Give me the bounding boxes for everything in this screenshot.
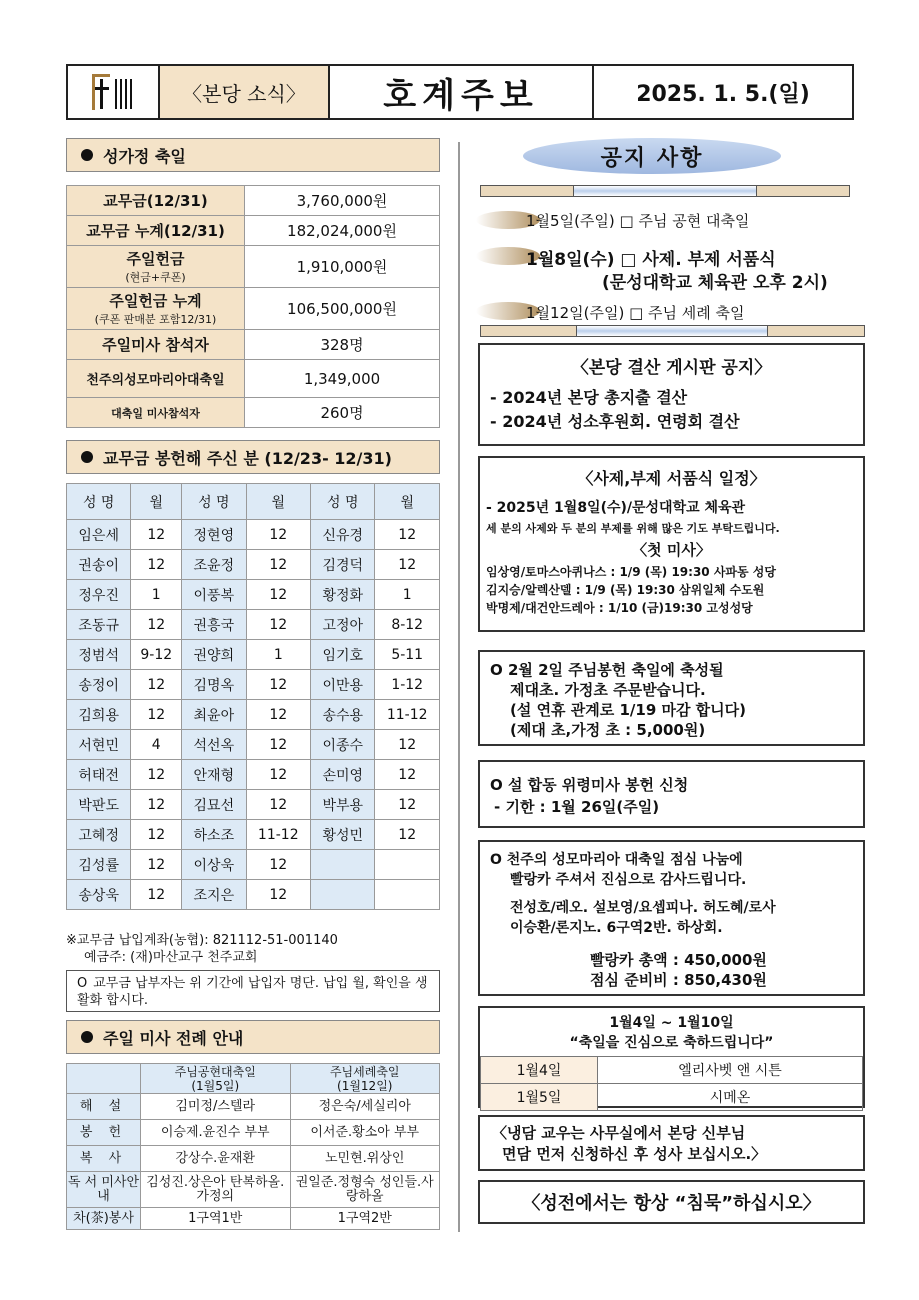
notice-title: 공지 사항: [523, 138, 781, 174]
donor-name: 최윤아: [182, 700, 246, 730]
donor-month: 12: [131, 700, 182, 730]
donor-name: 김경덕: [311, 550, 375, 580]
donor-name: 하소조: [182, 820, 246, 850]
donor-name: 권양희: [182, 640, 246, 670]
donor-month: 12: [131, 820, 182, 850]
donor-month: 12: [375, 520, 440, 550]
ordination-box: 〈사제,부제 서품식 일정〉 - 2025년 1월8일(수)/문성대학교 체육관 세 분의 사제와 두 분의 부제를 위해 많은 기도 부탁드립니다. 〈첫 미사〉 임상영/토마스아퀴나스 : 1/9 (목) 19:30 사파동 성당 김지승/알렉산델 : 1/9 (목) 19:30 삼위일체 수도원 박명제/대건안드레아 : 1/10 (금)19:30 고성성당: [478, 456, 865, 632]
donor-month: 1: [131, 580, 182, 610]
donor-name: 고혜정: [67, 820, 131, 850]
donor-name: 송정이: [67, 670, 131, 700]
donor-name: 김성률: [67, 850, 131, 880]
circle-bullet-icon: O: [77, 976, 88, 991]
donor-month: 12: [375, 730, 440, 760]
donor-month: 12: [131, 850, 182, 880]
table-row: [67, 760, 440, 790]
donor-month: 1-12: [375, 670, 440, 700]
donor-name: 박판도: [67, 790, 131, 820]
table-row: 주일헌금 누계 (쿠폰 판매분 포함12/31) 106,500,000원: [67, 288, 440, 330]
table-row: [67, 880, 440, 910]
donor-name: 조지은: [182, 880, 246, 910]
donor-name: 황성민: [311, 820, 375, 850]
bullet-icon: [81, 1031, 93, 1043]
table-row: [67, 610, 440, 640]
donor-month: 12: [375, 790, 440, 820]
donor-month: 12: [246, 610, 311, 640]
table-row: 독 서 미사안내 김성진.상은아 탄복하올.가정의 권일준.정형숙 성인들.사랑하올: [67, 1172, 440, 1208]
donor-name: 서현민: [67, 730, 131, 760]
donor-month: 11-12: [246, 820, 311, 850]
table-row: 교무금(12/31) 3,760,000원: [67, 186, 440, 216]
donor-month: 12: [375, 760, 440, 790]
donor-note: O 교무금 납부자는 위 기간에 납입자 명단. 납입 월, 확인을 생활화 합시다.: [66, 970, 440, 1012]
donor-month: 12: [246, 730, 311, 760]
schedule-item-detail: (문성대학교 체육관 오후 2시): [602, 273, 828, 293]
table-row: 1월5일 시메온: [481, 1084, 863, 1111]
table-row: 교무금 누계(12/31) 182,024,000원: [67, 216, 440, 246]
donor-name: 권흥국: [182, 610, 246, 640]
donor-name: 정현영: [182, 520, 246, 550]
liturgy-heading: 주일 미사 전례 안내: [66, 1020, 440, 1054]
donor-name: 김묘선: [182, 790, 246, 820]
table-row: 천주의성모마리아대축일 1,349,000: [67, 360, 440, 398]
donor-month: 12: [375, 820, 440, 850]
candle-order-box: O 2월 2일 주님봉헌 축일에 축성될 제대초. 가정초 주문받습니다. (설 연휴 관계로 1/19 마감 합니다) (제대 초,가정 초 : 5,000원): [478, 650, 865, 746]
holy-family-heading: 성가정 축일: [66, 138, 440, 172]
feast-day-table: [480, 1056, 863, 1111]
bulletin-title: 호계주보: [330, 66, 594, 118]
table-row: [67, 700, 440, 730]
silence-box: 〈성전에서는 항상 “침묵”하십시오〉: [478, 1180, 865, 1224]
donor-name: 임기호: [311, 640, 375, 670]
column-divider: [458, 142, 460, 1232]
donor-name: 이만용: [311, 670, 375, 700]
donor-name: 안재형: [182, 760, 246, 790]
donor-month: [375, 880, 440, 910]
donors-table: [66, 483, 440, 910]
decorative-bar: [480, 185, 850, 197]
finance-table: [66, 185, 440, 428]
table-header-row: 성 명 월 성 명 월 성 명 월: [67, 484, 440, 520]
donor-name: 허태전: [67, 760, 131, 790]
donor-month: 5-11: [375, 640, 440, 670]
table-row: [67, 520, 440, 550]
donor-month: 12: [246, 580, 311, 610]
lunch-thanks-box: O 천주의 성모마리아 대축일 점심 나눔에 빨랑카 주셔서 진심으로 감사드립니다. 전성호/레오. 설보영/요셉피나. 허도혜/로사 이승환/론지노. 6구역2반. 하상회. 빨랑카 총액 : 450,000원 점심 준비비 : 850,430원: [478, 840, 865, 996]
table-header-row: 주님공현대축일 (1월5일) 주님세례축일 (1월12일): [67, 1064, 440, 1094]
counseling-box: 〈냉담 교우는 사무실에서 본당 신부님 면담 먼저 신청하신 후 성사 보십시오.〉: [478, 1115, 865, 1171]
table-row: 봉 헌 이승제.윤진수 부부 이서준.황소아 부부: [67, 1120, 440, 1146]
donor-name: 고정아: [311, 610, 375, 640]
donor-month: 12: [246, 790, 311, 820]
donor-name: 이풍복: [182, 580, 246, 610]
table-row: 차(茶)봉사 1구역1반 1구역2반: [67, 1208, 440, 1230]
parish-logo-icon: [68, 66, 160, 118]
schedule-item: 1월12일(주일) □ 주님 세례 축일: [526, 304, 745, 322]
donor-month: 12: [246, 760, 311, 790]
donor-month: 12: [246, 550, 311, 580]
table-row: [67, 790, 440, 820]
donor-month: 12: [131, 550, 182, 580]
donor-name: 김희용: [67, 700, 131, 730]
donor-month: 4: [131, 730, 182, 760]
table-row: 대축일 미사참석자 260명: [67, 398, 440, 428]
table-row: 주일미사 참석자 328명: [67, 330, 440, 360]
donor-month: 11-12: [375, 700, 440, 730]
donor-name: 정우진: [67, 580, 131, 610]
donor-name: 임은세: [67, 520, 131, 550]
table-row: 1월4일 엘리사벳 앤 시튼: [481, 1057, 863, 1084]
donor-name: 권송이: [67, 550, 131, 580]
table-row: [67, 550, 440, 580]
donor-month: 12: [131, 610, 182, 640]
donor-name: 황정화: [311, 580, 375, 610]
donor-month: 12: [375, 550, 440, 580]
table-row: 해 설 김미정/스텔라 정은숙/세실리아: [67, 1094, 440, 1120]
table-row: [67, 640, 440, 670]
memorial-mass-box: O 설 합동 위령미사 봉헌 신청 - 기한 : 1월 26일(주일): [478, 760, 865, 828]
donor-month: 12: [246, 850, 311, 880]
donor-month: 12: [131, 790, 182, 820]
donor-name: [311, 850, 375, 880]
schedule-item: 1월5일(주일) □ 주님 공현 대축일: [526, 212, 750, 230]
donor-month: 12: [131, 880, 182, 910]
donor-month: 9-12: [131, 640, 182, 670]
donor-month: 12: [246, 880, 311, 910]
decorative-bar: [480, 325, 865, 337]
feast-day-box: 1월4일 ~ 1월10일 “축일을 진심으로 축하드립니다” 1월4일 엘리사벳 앤 시튼 1월5일 시메온: [478, 1006, 865, 1108]
table-row: [67, 730, 440, 760]
settlement-notice-box: 〈본당 결산 게시판 공지〉 - 2024년 본당 총지출 결산 - 2024년 성소후원회. 연령회 결산: [478, 343, 865, 446]
donor-name: 정범석: [67, 640, 131, 670]
bullet-icon: [81, 149, 93, 161]
donor-month: 1: [246, 640, 311, 670]
donor-name: 조동규: [67, 610, 131, 640]
bulletin-header: [66, 64, 854, 120]
donor-name: 송상욱: [67, 880, 131, 910]
donor-name: 손미영: [311, 760, 375, 790]
donor-name: 이상욱: [182, 850, 246, 880]
donor-name: 송수용: [311, 700, 375, 730]
section-label: 〈본당 소식〉: [160, 66, 330, 118]
donors-heading: 교무금 봉헌해 주신 분 (12/23- 12/31): [66, 440, 440, 474]
donor-month: 12: [131, 670, 182, 700]
table-row: [67, 580, 440, 610]
donor-month: 12: [131, 760, 182, 790]
donor-month: 12: [246, 670, 311, 700]
donor-name: 김명옥: [182, 670, 246, 700]
table-row: [67, 820, 440, 850]
table-row: [67, 670, 440, 700]
donor-name: 박부용: [311, 790, 375, 820]
bullet-icon: [81, 451, 93, 463]
donor-name: 조윤정: [182, 550, 246, 580]
account-info: ※교무금 납입계좌(농협): 821112-51-001140 예금주: (재)마산교구 천주교회: [66, 933, 338, 965]
table-row: 복 사 강상수.윤재환 노민현.위상인: [67, 1146, 440, 1172]
donor-name: 석선옥: [182, 730, 246, 760]
donor-month: 12: [246, 520, 311, 550]
liturgy-table: [66, 1063, 440, 1230]
table-row: 주일헌금 (현금+쿠폰) 1,910,000원: [67, 246, 440, 288]
donor-month: 1: [375, 580, 440, 610]
bulletin-date: 2025. 1. 5.(일): [636, 81, 810, 107]
donor-name: 신유경: [311, 520, 375, 550]
donor-month: 12: [131, 520, 182, 550]
donor-name: [311, 880, 375, 910]
schedule-item: 1월8일(수) □ 사제. 부제 서품식: [526, 250, 776, 270]
donor-name: 이종수: [311, 730, 375, 760]
table-row: [67, 850, 440, 880]
donor-month: 8-12: [375, 610, 440, 640]
donor-month: 12: [246, 700, 311, 730]
donor-month: [375, 850, 440, 880]
